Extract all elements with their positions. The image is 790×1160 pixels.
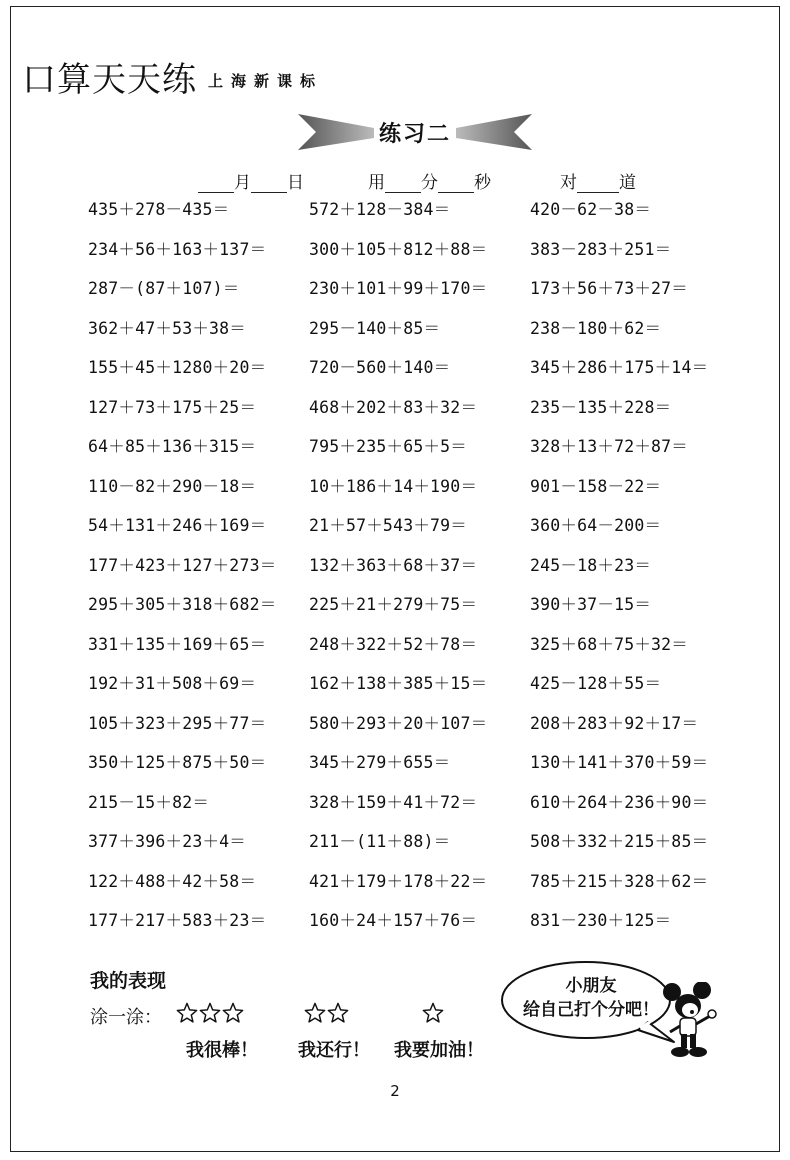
exercise-item[interactable]: 345＋286＋175＋14＝ [530,358,709,377]
exercise-row [88,749,748,789]
star-icon[interactable] [327,1009,350,1028]
exercise-item[interactable]: 54＋131＋246＋169＝ [88,516,267,535]
exercise-item[interactable]: 325＋68＋75＋32＝ [530,634,689,654]
exercise-item[interactable]: 10＋186＋14＋190＝ [309,476,478,496]
exercise-item[interactable]: 295－140＋85＝ [309,318,441,338]
exercise-item[interactable]: 208＋283＋92＋17＝ [530,713,699,733]
exercise-item[interactable]: 64＋85＋136＋315＝ [88,437,257,456]
exercise-item[interactable]: 248＋322＋52＋78＝ [309,634,478,654]
exercise-item[interactable]: 390＋37－15＝ [530,595,652,614]
minute-blank[interactable] [385,174,421,193]
exercise-row [88,394,748,434]
exercise-item[interactable]: 831－230＋125＝ [530,911,672,930]
exercise-item[interactable]: 572＋128－384＝ [309,200,451,219]
exercise-row [88,631,748,671]
star-icon[interactable] [176,1009,199,1028]
exercise-item[interactable]: 383－283＋251＝ [530,239,672,259]
book-subtitle: 上海新课标 [208,72,324,90]
exercise-row [88,512,748,552]
exercise-row [88,354,748,394]
record-correct [560,168,636,193]
exercise-item[interactable]: 720－560＋140＝ [309,358,451,377]
exercise-item[interactable]: 421＋179＋178＋22＝ [309,871,488,891]
exercise-row [88,473,748,513]
exercise-item[interactable]: 234＋56＋163＋137＝ [88,239,267,259]
exercise-item[interactable]: 225＋21＋279＋75＝ [309,595,478,614]
exercise-item[interactable]: 300＋105＋812＋88＝ [309,239,488,259]
level-label-try: 我要加油！ [394,1040,484,1061]
bubble-line-2: 给自己打个分吧！ [523,1000,659,1020]
used-label: 用 [368,173,385,193]
exercise-row [88,275,748,315]
exercise-item[interactable]: 105＋323＋295＋77＝ [88,713,267,733]
exercise-item[interactable]: 610＋264＋236＋90＝ [530,792,709,812]
exercise-item[interactable]: 215－15＋82＝ [88,792,210,812]
exercise-item[interactable]: 362＋47＋53＋38＝ [88,318,247,338]
level-label-great: 我很棒！ [186,1040,258,1061]
exercise-row [88,552,748,592]
day-label: 日 [287,173,304,193]
exercise-item[interactable]: 295＋305＋318＋682＝ [88,595,277,614]
exercise-row [88,315,748,355]
level-label-ok: 我还行！ [298,1040,370,1061]
exercise-row [88,670,748,710]
month-blank[interactable] [198,174,234,193]
exercise-item[interactable]: 162＋138＋385＋15＝ [309,674,488,693]
exercise-item[interactable]: 235－135＋228＝ [530,397,672,417]
exercise-title: 练习二 [378,122,451,147]
performance-title: 我的表现 [90,970,167,992]
star-icon[interactable] [422,1009,445,1028]
exercise-item[interactable]: 155＋45＋1280＋20＝ [88,358,267,377]
exercise-banner [298,108,532,154]
correct-label: 对 [560,173,577,193]
exercise-row [88,868,748,908]
exercise-item[interactable]: 21＋57＋543＋79＝ [309,516,468,535]
exercise-item[interactable]: 230＋101＋99＋170＝ [309,279,488,298]
exercise-row [88,591,748,631]
exercise-item[interactable]: 901－158－22＝ [530,476,662,496]
exercise-item[interactable]: 420－62－38＝ [530,200,652,219]
exercise-item[interactable]: 192＋31＋508＋69＝ [88,674,257,693]
exercise-row [88,236,748,276]
minute-label: 分 [421,173,438,193]
exercise-item[interactable]: 377＋396＋23＋4＝ [88,832,247,851]
exercise-item[interactable]: 132＋363＋68＋37＝ [309,555,478,575]
exercise-row [88,828,748,868]
correct-blank[interactable] [577,174,619,193]
exercise-item[interactable]: 435＋278－435＝ [88,200,230,219]
exercise-item[interactable]: 177＋217＋583＋23＝ [88,911,267,930]
exercise-item[interactable]: 360＋64－200＝ [530,516,662,535]
exercise-item[interactable]: 287－(87＋107)＝ [88,279,240,298]
exercise-item[interactable]: 110－82＋290－18＝ [88,476,257,496]
mascot-icon [660,982,720,1060]
bubble-line-1: 小朋友 [565,976,617,996]
exercise-row [88,710,748,750]
exercise-item[interactable]: 177＋423＋127＋273＝ [88,555,277,575]
second-blank[interactable] [438,174,474,193]
star-icon[interactable] [199,1009,222,1028]
exercise-item[interactable]: 795＋235＋65＋5＝ [309,437,468,456]
exercise-item[interactable]: 350＋125＋875＋50＝ [88,753,267,772]
exercise-item[interactable]: 238－180＋62＝ [530,318,662,338]
color-prompt: 涂一涂： [90,1007,162,1028]
exercise-row [88,907,748,947]
second-label: 秒 [474,173,491,193]
exercise-item[interactable]: 785＋215＋328＋62＝ [530,871,709,891]
exercise-item[interactable]: 328＋159＋41＋72＝ [309,792,478,812]
page-number: 2 [390,1082,400,1100]
star-icon[interactable] [304,1009,327,1028]
exercise-item[interactable]: 345＋279＋655＝ [309,753,451,772]
exercise-item[interactable]: 468＋202＋83＋32＝ [309,397,478,417]
month-label: 月 [234,173,251,193]
exercise-item[interactable]: 173＋56＋73＋27＝ [530,279,689,298]
exercise-item[interactable]: 160＋24＋157＋76＝ [309,911,478,930]
exercise-row [88,789,748,829]
count-label: 道 [619,173,636,193]
record-time [368,168,491,193]
speech-bubble [498,956,684,1052]
exercise-item[interactable]: 331＋135＋169＋65＝ [88,634,267,654]
exercise-row [88,433,748,473]
exercise-item[interactable]: 211－(11＋88)＝ [309,832,451,851]
exercise-row [88,196,748,236]
exercise-item[interactable]: 127＋73＋175＋25＝ [88,397,257,417]
exercise-item[interactable]: 580＋293＋20＋107＝ [309,713,488,733]
stars-level-3[interactable] [422,1002,445,1026]
exercise-item[interactable]: 328＋13＋72＋87＝ [530,437,689,456]
exercise-item[interactable]: 245－18＋23＝ [530,555,652,575]
exercise-item[interactable]: 122＋488＋42＋58＝ [88,871,257,891]
exercise-item[interactable]: 425－128＋55＝ [530,674,662,693]
star-icon[interactable] [222,1009,245,1028]
day-blank[interactable] [251,174,287,193]
exercise-item[interactable]: 130＋141＋370＋59＝ [530,753,709,772]
record-date [198,168,304,193]
stars-level-2[interactable] [304,1002,350,1026]
book-title: 口算天天练 [22,60,197,100]
exercise-grid [88,196,748,947]
exercise-item[interactable]: 508＋332＋215＋85＝ [530,832,709,851]
stars-level-1[interactable] [176,1002,245,1026]
